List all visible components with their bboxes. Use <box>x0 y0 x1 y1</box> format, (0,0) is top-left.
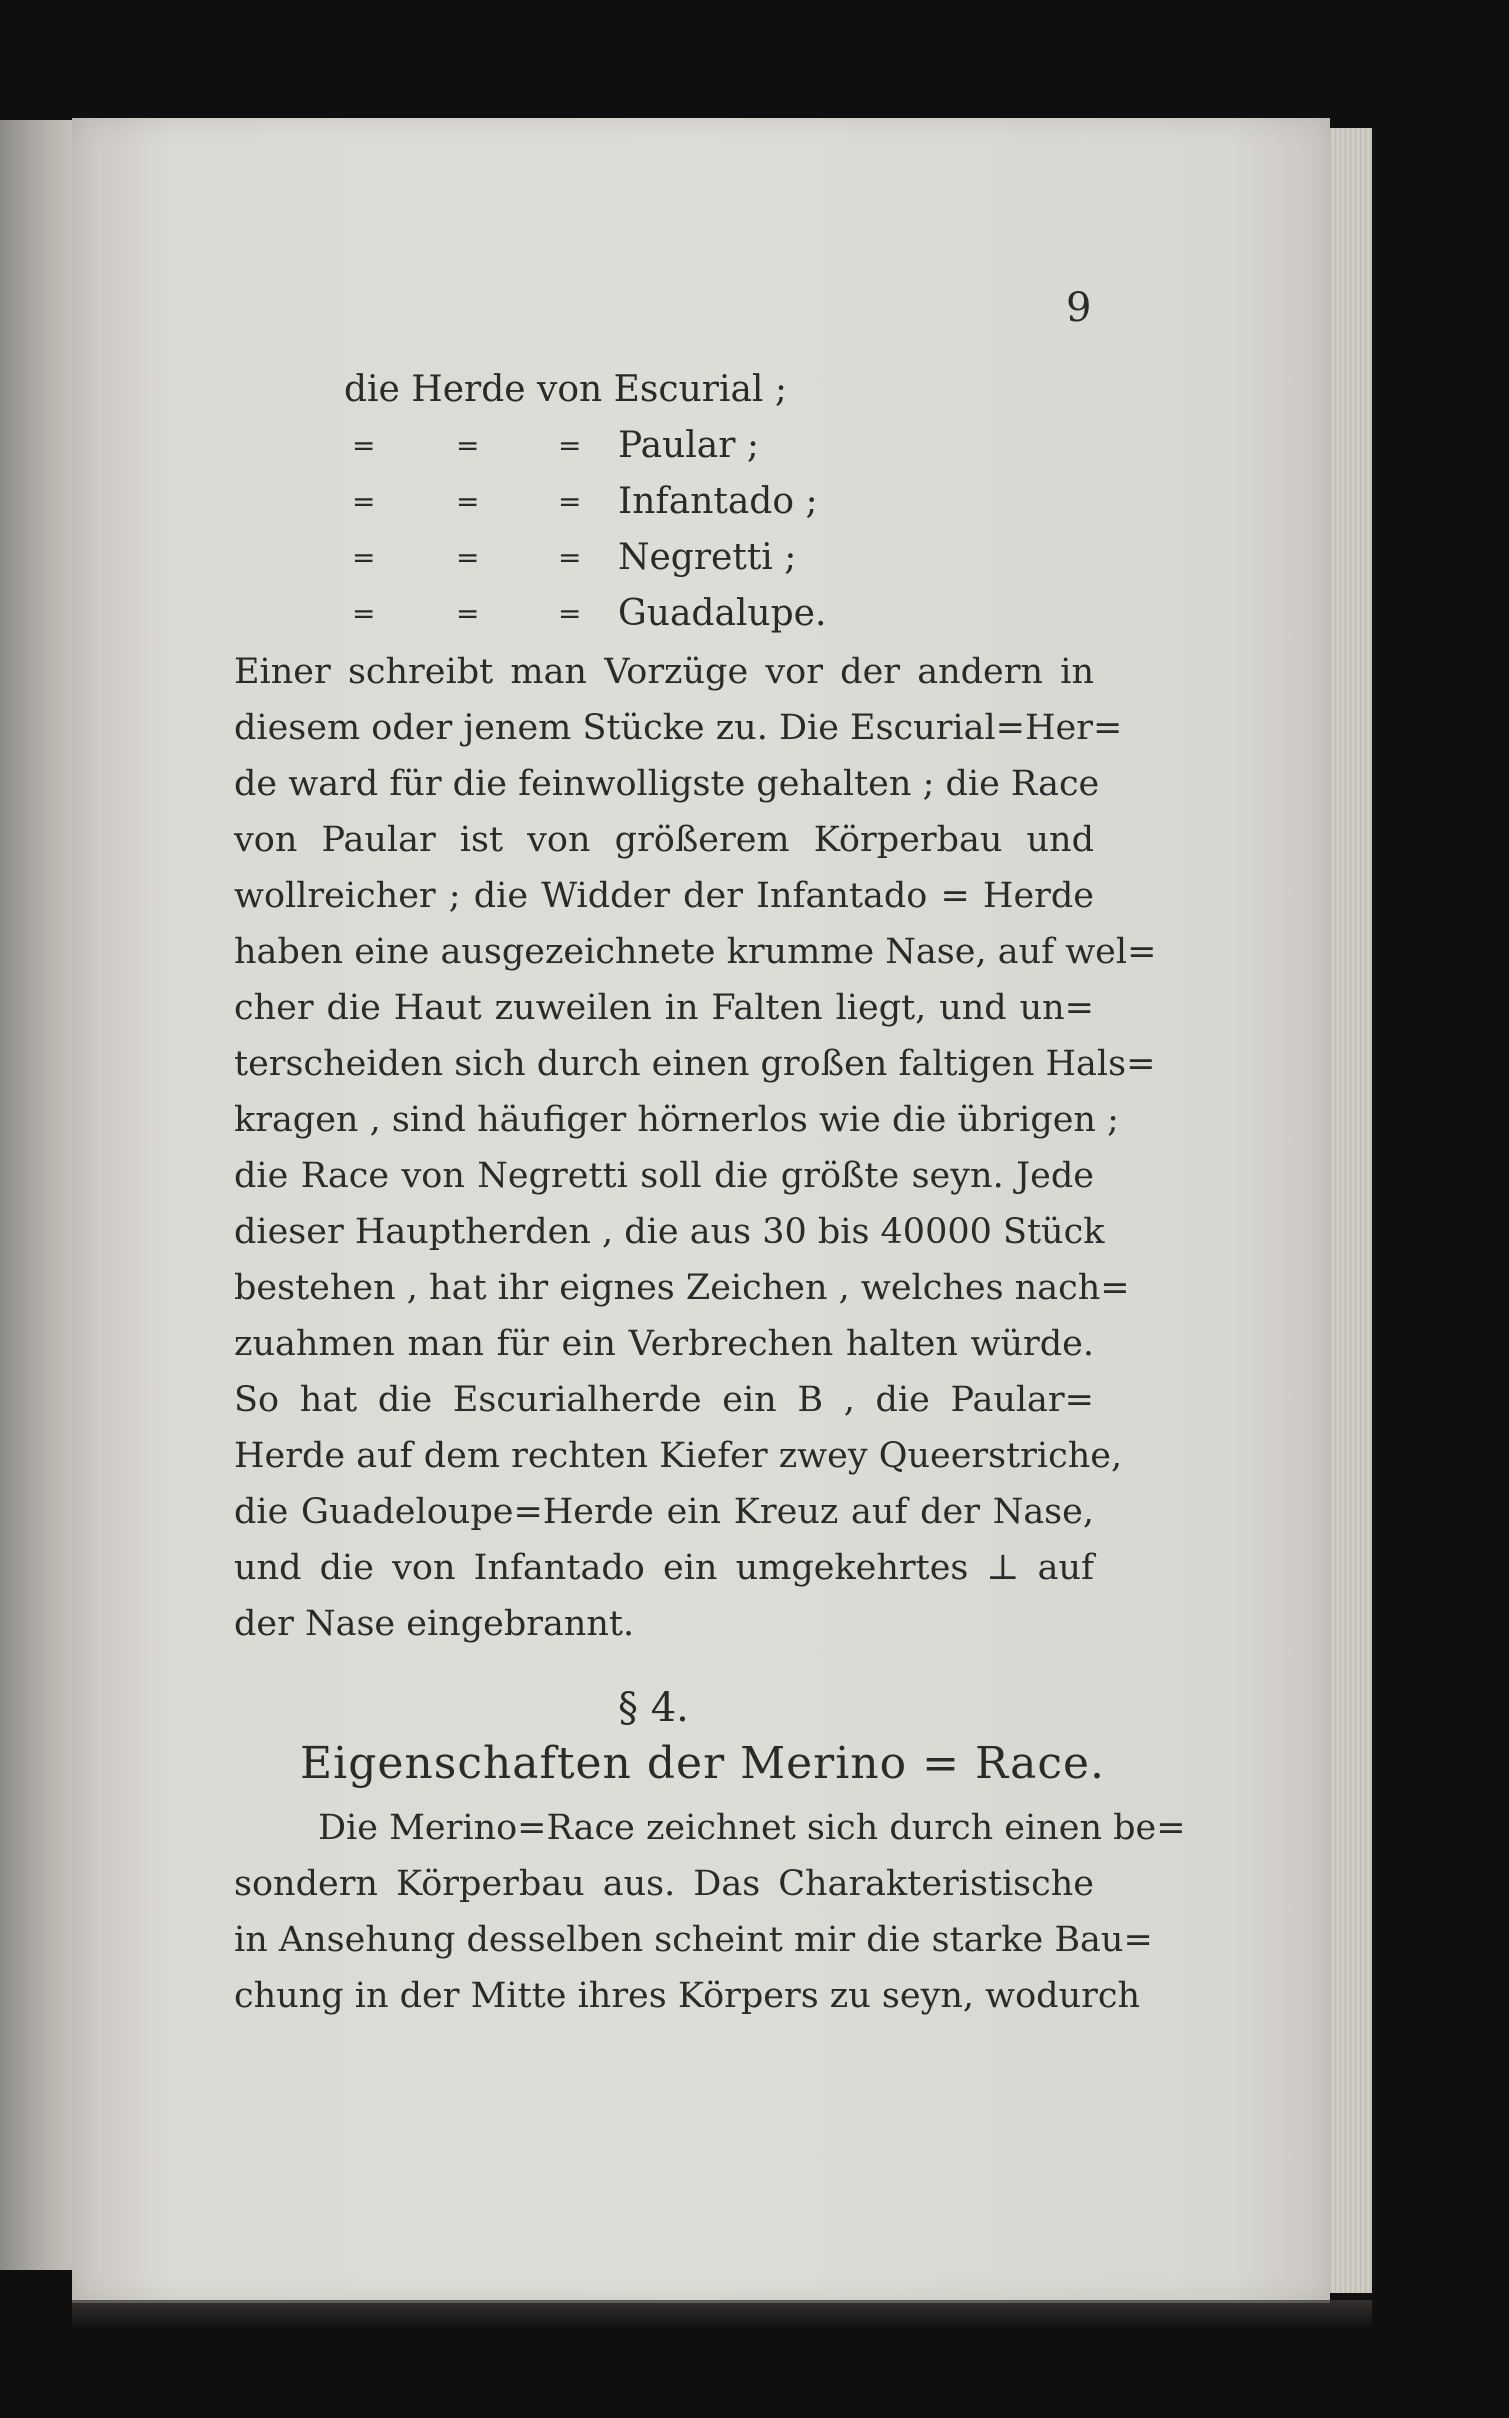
page-number: 9 <box>1066 285 1092 331</box>
paragraph-line: und die von Infantado ein umgekehrtes ⊥ auf <box>234 1548 1094 1588</box>
paragraph-line: der Nase eingebrannt. <box>234 1604 635 1644</box>
paragraph-line: zuahmen man für ein Verbrechen halten würde. <box>234 1324 1094 1364</box>
paragraph-line: dieser Hauptherden , die aus 30 bis 40000 Stück <box>234 1212 1105 1252</box>
herd-name: Infantado ; <box>618 481 818 522</box>
ditto-mark: = <box>352 597 376 630</box>
paragraph-line: von Paular ist von größerem Körperbau und <box>234 820 1094 860</box>
herd-list-row <box>348 474 948 530</box>
left-page-edge <box>0 120 78 2270</box>
paragraph-line: bestehen , hat ihr eignes Zeichen , welches nach= <box>234 1268 1130 1308</box>
paragraph-line: Die Merino=Race zeichnet sich durch einen be= <box>318 1808 1186 1848</box>
ditto-mark: = <box>558 541 582 574</box>
ditto-mark: = <box>352 541 376 574</box>
herd-name: Negretti ; <box>618 537 797 578</box>
paragraph-line: wollreicher ; die Widder der Infantado = Herde <box>234 876 1094 916</box>
ditto-mark: = <box>558 597 582 630</box>
section-number: § 4. <box>618 1685 689 1731</box>
paragraph-line: Herde auf dem rechten Kiefer zwey Queerstriche, <box>234 1436 1123 1476</box>
paragraph-line: diesem oder jenem Stücke zu. Die Escurial=Her= <box>234 708 1123 748</box>
ditto-mark: = <box>558 429 582 462</box>
paragraph-line: So hat die Escurialherde ein B , die Paular= <box>234 1380 1094 1420</box>
herd-list-row <box>348 586 948 642</box>
page-fore-edge <box>1330 128 1372 2293</box>
herd-list-row <box>348 418 948 474</box>
ditto-mark: = <box>352 429 376 462</box>
page-bottom-shadow <box>72 2300 1372 2330</box>
ditto-mark: = <box>558 485 582 518</box>
herd-name: Guadalupe. <box>618 593 827 634</box>
herd-name: Paular ; <box>618 425 760 466</box>
ditto-mark: = <box>456 429 480 462</box>
ditto-mark: = <box>352 485 376 518</box>
paragraph-line: in Ansehung desselben scheint mir die starke Bau= <box>234 1920 1153 1960</box>
paragraph-line: kragen , sind häufiger hörnerlos wie die übrigen ; <box>234 1100 1119 1140</box>
ditto-mark: = <box>456 541 480 574</box>
paragraph-line: Einer schreibt man Vorzüge vor der andern in <box>234 652 1094 692</box>
herd-list-row <box>348 530 948 586</box>
paragraph-line: chung in der Mitte ihres Körpers zu seyn, wodurch <box>234 1976 1141 2016</box>
paragraph-line: die Guadeloupe=Herde ein Kreuz auf der Nase, <box>234 1492 1094 1532</box>
paragraph-line: terscheiden sich durch einen großen faltigen Hals= <box>234 1044 1156 1084</box>
paragraph-line: de ward für die feinwolligste gehalten ; die Race <box>234 764 1100 804</box>
paragraph-line: sondern Körperbau aus. Das Charakteristische <box>234 1864 1094 1904</box>
herd-list-intro: die Herde von Escurial ; <box>344 369 788 410</box>
paragraph-line: haben eine ausgezeichnete krumme Nase, auf wel= <box>234 932 1157 972</box>
paragraph-line: cher die Haut zuweilen in Falten liegt, und un= <box>234 988 1094 1028</box>
ditto-mark: = <box>456 485 480 518</box>
section-title: Eigenschaften der Merino = Race. <box>300 1738 1105 1789</box>
ditto-mark: = <box>456 597 480 630</box>
paragraph-line: die Race von Negretti soll die größte seyn. Jede <box>234 1156 1094 1196</box>
